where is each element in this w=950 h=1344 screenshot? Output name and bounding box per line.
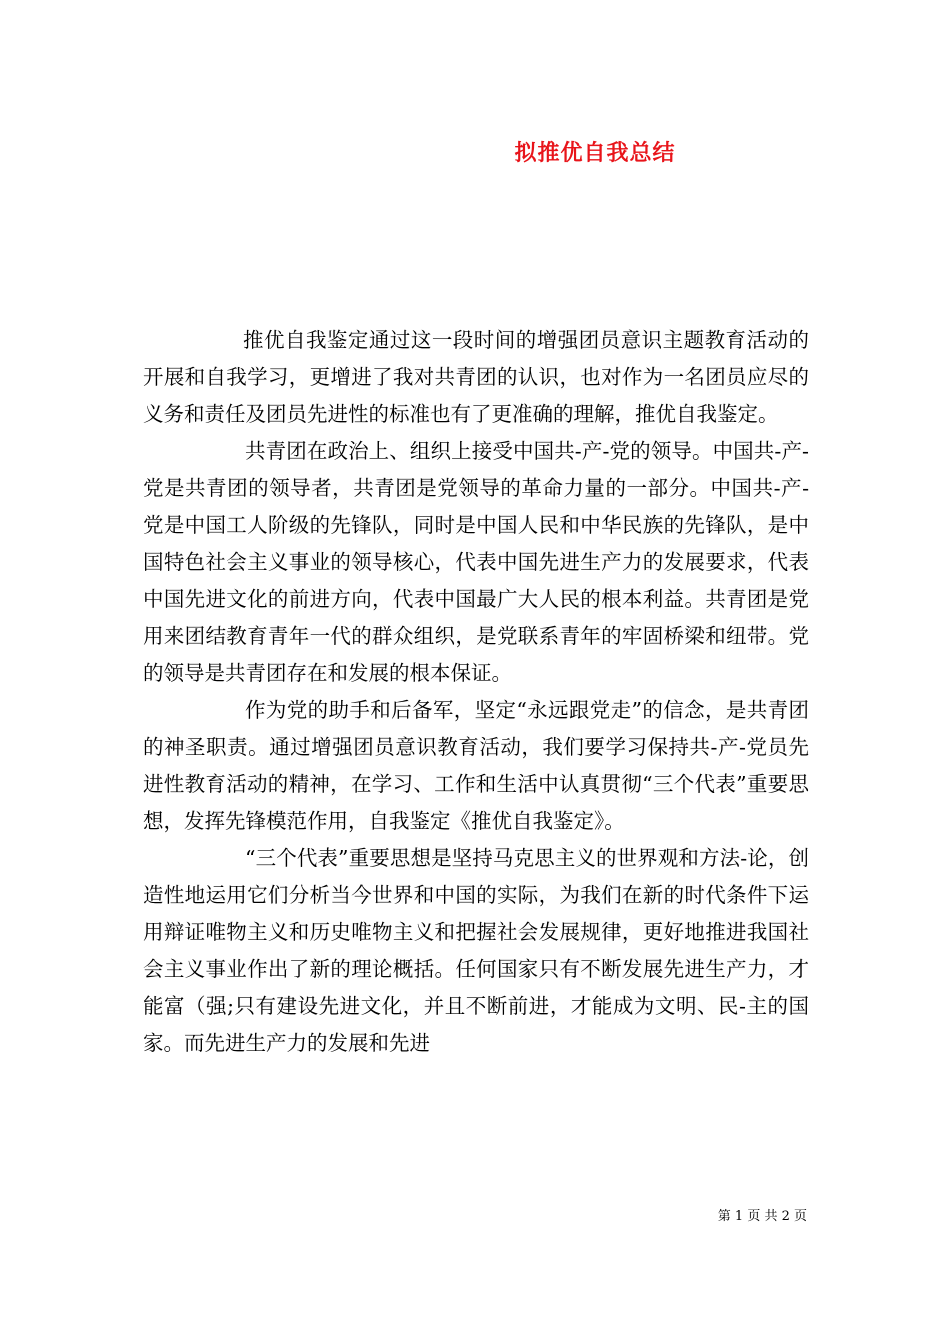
paragraph-3: 作为党的助手和后备军，坚定“永远跟党走”的信念，是共青团的神圣职责。通过增强团员意识教育活动，我们要学习保持共-产-党员先进性教育活动的精神，在学习、工作和生活中认真贯彻“三个代表”重要思想，发挥先锋模范作用，自我鉴定《推优自我鉴定》。 <box>143 698 809 833</box>
document-body <box>143 322 809 1062</box>
paragraph-4: “三个代表”重要思想是坚持马克思主义的世界观和方法-论，创造性地运用它们分析当今世界和中国的实际，为我们在新的时代条件下运用辩证唯物主义和历史唯物主义和把握社会发展规律，更好地推进我国社会主义事业作出了新的理论概括。任何国家只有不断发展先进生产力，才能富（强;只有建设先进文化，并且不断前进，才能成为文明、民-主的国家。而先进生产力的发展和先进 <box>143 846 809 1055</box>
page-number-footer: 第 1 页 共 2 页 <box>717 1209 807 1224</box>
paragraph-1: 推优自我鉴定通过这一段时间的增强团员意识主题教育活动的开展和自我学习，更增进了我对共青团的认识，也对作为一名团员应尽的义务和责任及团员先进性的标准也有了更准确的理解，推优自我鉴定。 <box>143 328 809 426</box>
document-title: 拟推优自我总结 <box>514 141 676 166</box>
paragraph-2: 共青团在政治上、组织上接受中国共-产-党的领导。中国共-产-党是共青团的领导者，共青团是党领导的革命力量的一部分。中国共-产-党是中国工人阶级的先锋队，同时是中国人民和中华民族的先锋队，是中国特色社会主义事业的领导核心，代表中国先进生产力的发展要求，代表中国先进文化的前进方向，代表中国最广大人民的根本利益。共青团是党用来团结教育青年一代的群众组织，是党联系青年的牢固桥梁和纽带。党的领导是共青团存在和发展的根本保证。 <box>143 439 809 685</box>
